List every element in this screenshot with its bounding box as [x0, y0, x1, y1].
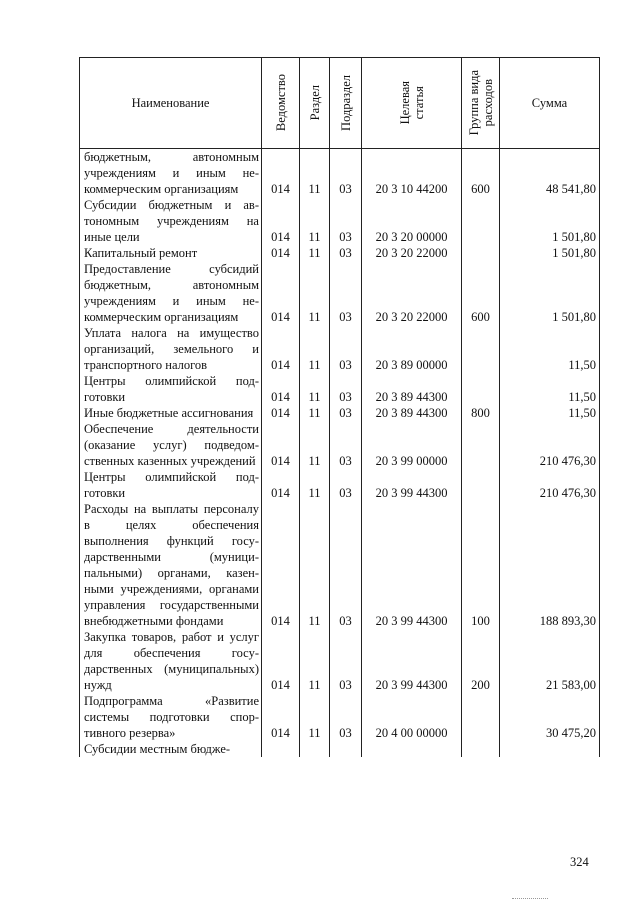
table-row	[80, 373, 600, 405]
row-tselevaya-statya: 20 3 89 00000	[362, 325, 462, 373]
row-name: Подпрограмма «Развитие системы подготовки спортивного резерва»	[80, 693, 262, 741]
row-summa: 21 583,00	[500, 629, 600, 693]
row-summa: 48 541,80	[500, 149, 600, 198]
row-vedomstvo: 014	[262, 373, 300, 405]
row-razdel	[300, 741, 330, 757]
row-tselevaya-statya	[362, 741, 462, 757]
table-body	[80, 149, 600, 758]
row-razdel: 11	[300, 501, 330, 629]
header-summa-label: Сумма	[531, 96, 568, 110]
table-row	[80, 197, 600, 245]
row-razdel: 11	[300, 261, 330, 325]
row-gruppa-vida-rashodov	[462, 373, 500, 405]
row-vedomstvo: 014	[262, 693, 300, 741]
row-razdel: 11	[300, 469, 330, 501]
table-row	[80, 421, 600, 469]
row-tselevaya-statya: 20 3 99 00000	[362, 421, 462, 469]
row-tselevaya-statya: 20 3 20 00000	[362, 197, 462, 245]
row-vedomstvo: 014	[262, 629, 300, 693]
row-name: бюджетным, автономным учреждениям и иным некоммерческим организациям	[80, 149, 262, 198]
row-name: Центры олимпийской подготовки	[80, 373, 262, 405]
row-podrazdel	[330, 741, 362, 757]
row-name: Центры олимпийской подготовки	[80, 469, 262, 501]
row-vedomstvo: 014	[262, 325, 300, 373]
row-podrazdel: 03	[330, 501, 362, 629]
row-podrazdel: 03	[330, 629, 362, 693]
row-gruppa-vida-rashodov: 800	[462, 405, 500, 421]
row-gruppa-vida-rashodov	[462, 741, 500, 757]
row-gruppa-vida-rashodov: 600	[462, 149, 500, 198]
row-gruppa-vida-rashodov: 200	[462, 629, 500, 693]
row-razdel: 11	[300, 421, 330, 469]
header-gruppa-vida-rashodov	[462, 58, 500, 149]
row-podrazdel: 03	[330, 421, 362, 469]
row-vedomstvo: 014	[262, 469, 300, 501]
row-razdel: 11	[300, 325, 330, 373]
row-name: Уплата налога на имущество организаций, земельного и транспортного налогов	[80, 325, 262, 373]
row-tselevaya-statya: 20 3 10 44200	[362, 149, 462, 198]
row-razdel: 11	[300, 197, 330, 245]
row-vedomstvo: 014	[262, 421, 300, 469]
table-row	[80, 501, 600, 629]
table-row	[80, 405, 600, 421]
header-summa	[500, 58, 600, 149]
row-podrazdel: 03	[330, 245, 362, 261]
table-row	[80, 741, 600, 757]
header-vedomstvo-label: Ведомство	[273, 74, 288, 132]
row-vedomstvo: 014	[262, 501, 300, 629]
row-vedomstvo	[262, 741, 300, 757]
table-row	[80, 245, 600, 261]
row-gruppa-vida-rashodov	[462, 197, 500, 245]
row-summa: 11,50	[500, 325, 600, 373]
row-gruppa-vida-rashodov: 600	[462, 261, 500, 325]
table-row	[80, 261, 600, 325]
row-gruppa-vida-rashodov	[462, 421, 500, 469]
row-tselevaya-statya: 20 3 20 22000	[362, 245, 462, 261]
row-gruppa-vida-rashodov	[462, 693, 500, 741]
row-summa: 11,50	[500, 405, 600, 421]
row-podrazdel: 03	[330, 693, 362, 741]
row-podrazdel: 03	[330, 469, 362, 501]
row-name: Субсидии местным бюдже-	[80, 741, 262, 757]
row-podrazdel: 03	[330, 149, 362, 198]
row-name: Предоставление субсидий бюджетным, автономным учреждениям и иным некоммерческим организациям	[80, 261, 262, 325]
row-razdel: 11	[300, 373, 330, 405]
page-number: 324	[570, 855, 589, 869]
header-tselevaya-statya	[362, 58, 462, 149]
row-vedomstvo: 014	[262, 197, 300, 245]
row-razdel: 11	[300, 149, 330, 198]
row-vedomstvo: 014	[262, 245, 300, 261]
header-podrazdel	[330, 58, 362, 149]
row-name: Иные бюджетные ассигнования	[80, 405, 262, 421]
header-gruppa-vida-rashodov-label: Группа вида расходов	[466, 70, 495, 136]
header-razdel	[300, 58, 330, 149]
row-razdel: 11	[300, 693, 330, 741]
row-name: Субсидии бюджетным и автономным учреждениям на иные цели	[80, 197, 262, 245]
row-tselevaya-statya: 20 3 99 44300	[362, 469, 462, 501]
header-podrazdel-label: Подраздел	[338, 75, 353, 131]
budget-table	[79, 57, 600, 757]
header-vedomstvo	[262, 58, 300, 149]
row-summa: 210 476,30	[500, 421, 600, 469]
row-summa: 210 476,30	[500, 469, 600, 501]
row-podrazdel: 03	[330, 325, 362, 373]
table-row	[80, 469, 600, 501]
row-summa	[500, 741, 600, 757]
scan-artifact-divider	[512, 898, 548, 899]
row-tselevaya-statya: 20 3 89 44300	[362, 373, 462, 405]
table-row	[80, 325, 600, 373]
table-header-row	[80, 58, 600, 149]
row-gruppa-vida-rashodov: 100	[462, 501, 500, 629]
row-podrazdel: 03	[330, 261, 362, 325]
table-row	[80, 629, 600, 693]
header-tselevaya-statya-label: Целевая статья	[397, 81, 426, 125]
row-vedomstvo: 014	[262, 149, 300, 198]
row-summa: 1 501,80	[500, 197, 600, 245]
row-razdel: 11	[300, 405, 330, 421]
row-name: Расходы на выплаты персоналу в целях обеспечения выполнения функций государственными (муниципальными) органами, казенными учреждениями, органами управления государственными внебюджетными фондами	[80, 501, 262, 629]
table-row	[80, 149, 600, 198]
row-name: Капитальный ремонт	[80, 245, 262, 261]
row-razdel: 11	[300, 245, 330, 261]
row-summa: 30 475,20	[500, 693, 600, 741]
row-summa: 188 893,30	[500, 501, 600, 629]
row-summa: 11,50	[500, 373, 600, 405]
row-vedomstvo: 014	[262, 405, 300, 421]
row-summa: 1 501,80	[500, 261, 600, 325]
row-podrazdel: 03	[330, 405, 362, 421]
header-name-label: Наименование	[131, 96, 210, 110]
row-summa: 1 501,80	[500, 245, 600, 261]
row-podrazdel: 03	[330, 197, 362, 245]
row-tselevaya-statya: 20 3 99 44300	[362, 629, 462, 693]
row-name: Обеспечение деятельности (оказание услуг) подведомственных казенных учреждений	[80, 421, 262, 469]
header-name	[80, 58, 262, 149]
row-tselevaya-statya: 20 3 89 44300	[362, 405, 462, 421]
row-razdel: 11	[300, 629, 330, 693]
row-gruppa-vida-rashodov	[462, 325, 500, 373]
row-tselevaya-statya: 20 3 99 44300	[362, 501, 462, 629]
header-razdel-label: Раздел	[307, 85, 322, 121]
row-tselevaya-statya: 20 4 00 00000	[362, 693, 462, 741]
row-gruppa-vida-rashodov	[462, 245, 500, 261]
row-podrazdel: 03	[330, 373, 362, 405]
row-gruppa-vida-rashodov	[462, 469, 500, 501]
row-vedomstvo: 014	[262, 261, 300, 325]
table-row	[80, 693, 600, 741]
row-name: Закупка товаров, работ и услуг для обеспечения государственных (муниципальных) нужд	[80, 629, 262, 693]
row-tselevaya-statya: 20 3 20 22000	[362, 261, 462, 325]
